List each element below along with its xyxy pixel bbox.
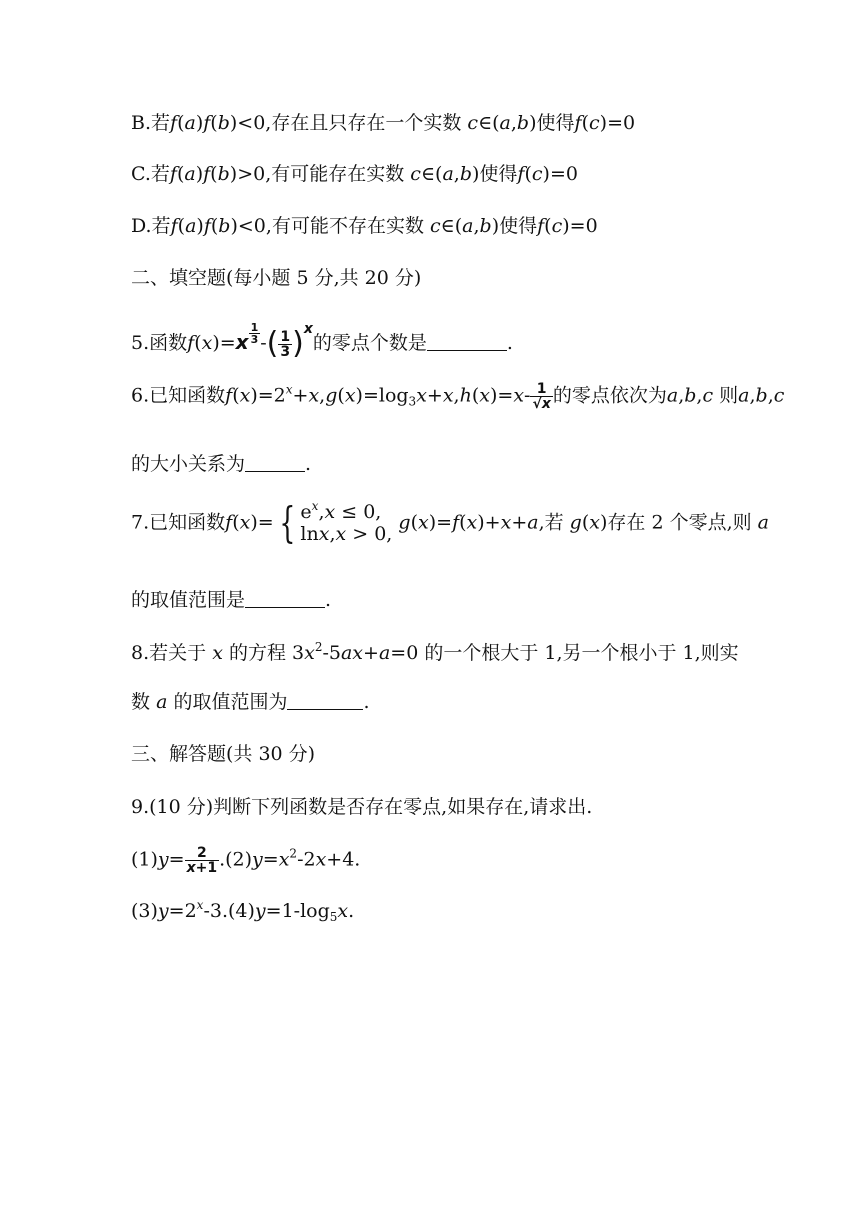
option-d: D.若f(a)f(b)<0,有可能不存在实数 c∈(a,b)使得f(c)=0 [131,215,598,237]
q8-mid2: 的一个根大于 1,另一个根小于 1,则实 [424,642,739,664]
q7-prefix: 7.已知函数 [131,511,226,534]
q7-mid: 若 [544,511,564,534]
option-c: C.若f(a)f(b)>0,有可能存在实数 c∈(a,b)使得f(c)=0 [131,163,578,185]
q7-line2: 的取值范围是 [131,589,246,611]
question-8: 8.若关于 x 的方程 $3x^2-5ax+a=0$ 的一个根大于 1,另一个根小于 1,则实 [131,640,739,664]
q8-answer-blank[interactable] [287,708,363,710]
section-3-heading: 三、解答题(共 30 分) [131,743,316,765]
section-2-heading: 二、填空题(每小题 5 分,共 20 分) [131,267,422,289]
option-d-label: D.若 [131,215,171,237]
option-c-text2: 使得 [479,163,518,185]
question-9-part-1-2: (1)y= $\frac{2}{x+1}$ $.(2)y=x^2-2x+4$. [131,845,361,876]
question-9-part-3-4: $(3)y=2^x-3.(4)y=1-\log_5x$. [131,898,355,924]
q5-suffix: 的零点个数是 [312,332,427,354]
q6-then: 则 [719,384,739,407]
option-b-label: B.若 [131,112,171,134]
question-6-line-2: 的大小关系为 . [131,453,312,475]
question-7-line-2: 的取值范围是 . [131,589,332,611]
q8-line2b: 的取值范围为 [173,691,288,713]
option-d-text2: 使得 [499,215,538,237]
q7-mid2: 存在 2 个零点,则 [607,511,752,534]
piecewise-cases: $e^x,x \le 0$, lnx,x > 0, [300,499,393,545]
q6-answer-blank[interactable] [245,470,305,472]
option-b-text2: 使得 [536,112,575,134]
q6-text: 的零点依次为 [552,384,667,407]
question-9: 9.(10 分)判断下列函数是否存在零点,如果存在,请求出. [131,796,593,818]
q5-answer-blank[interactable] [427,349,507,351]
option-b-text: <0,存在且只存在一个实数 [237,112,462,134]
q8-line2a: 数 [131,691,151,713]
q5-prefix: 5.函数 [131,332,188,354]
q8-mid: 的方程 [228,642,286,664]
question-8-line-2: 数 a 的取值范围为 . [131,691,370,713]
question-6: 6.已知函数$f(x)=2^x+x,g(x)=\log_3x+x,h(x)=x-$ $\frac{1}{√x}$ 的零点依次为a,b,c 则a,b,c [131,381,785,412]
option-c-label: C.若 [131,163,170,185]
question-7: 7.已知函数f(x)= { $e^x,x \le 0$, lnx,x > 0, g(x)=f(x)+x+a,若 g(x)存在 2 个零点,则 a [131,497,769,547]
q7-answer-blank[interactable] [245,606,325,608]
q6-prefix: 6.已知函数 [131,384,226,407]
q8-prefix: 8.若关于 [131,642,207,664]
q6-line2: 的大小关系为 [131,453,246,475]
option-d-text: <0,有可能不存在实数 [237,215,424,237]
left-brace: { [279,497,296,547]
question-5: 5.函数f(x)=x $\frac{1}{3}$ -( $\frac{1}{3}$ )$^x$的零点个数是 . [131,321,513,361]
option-c-text: >0,有可能存在实数 [237,163,405,185]
option-b: B.若f(a)f(b)<0,存在且只存在一个实数 c∈(a,b)使得f(c)=0 [131,112,636,134]
